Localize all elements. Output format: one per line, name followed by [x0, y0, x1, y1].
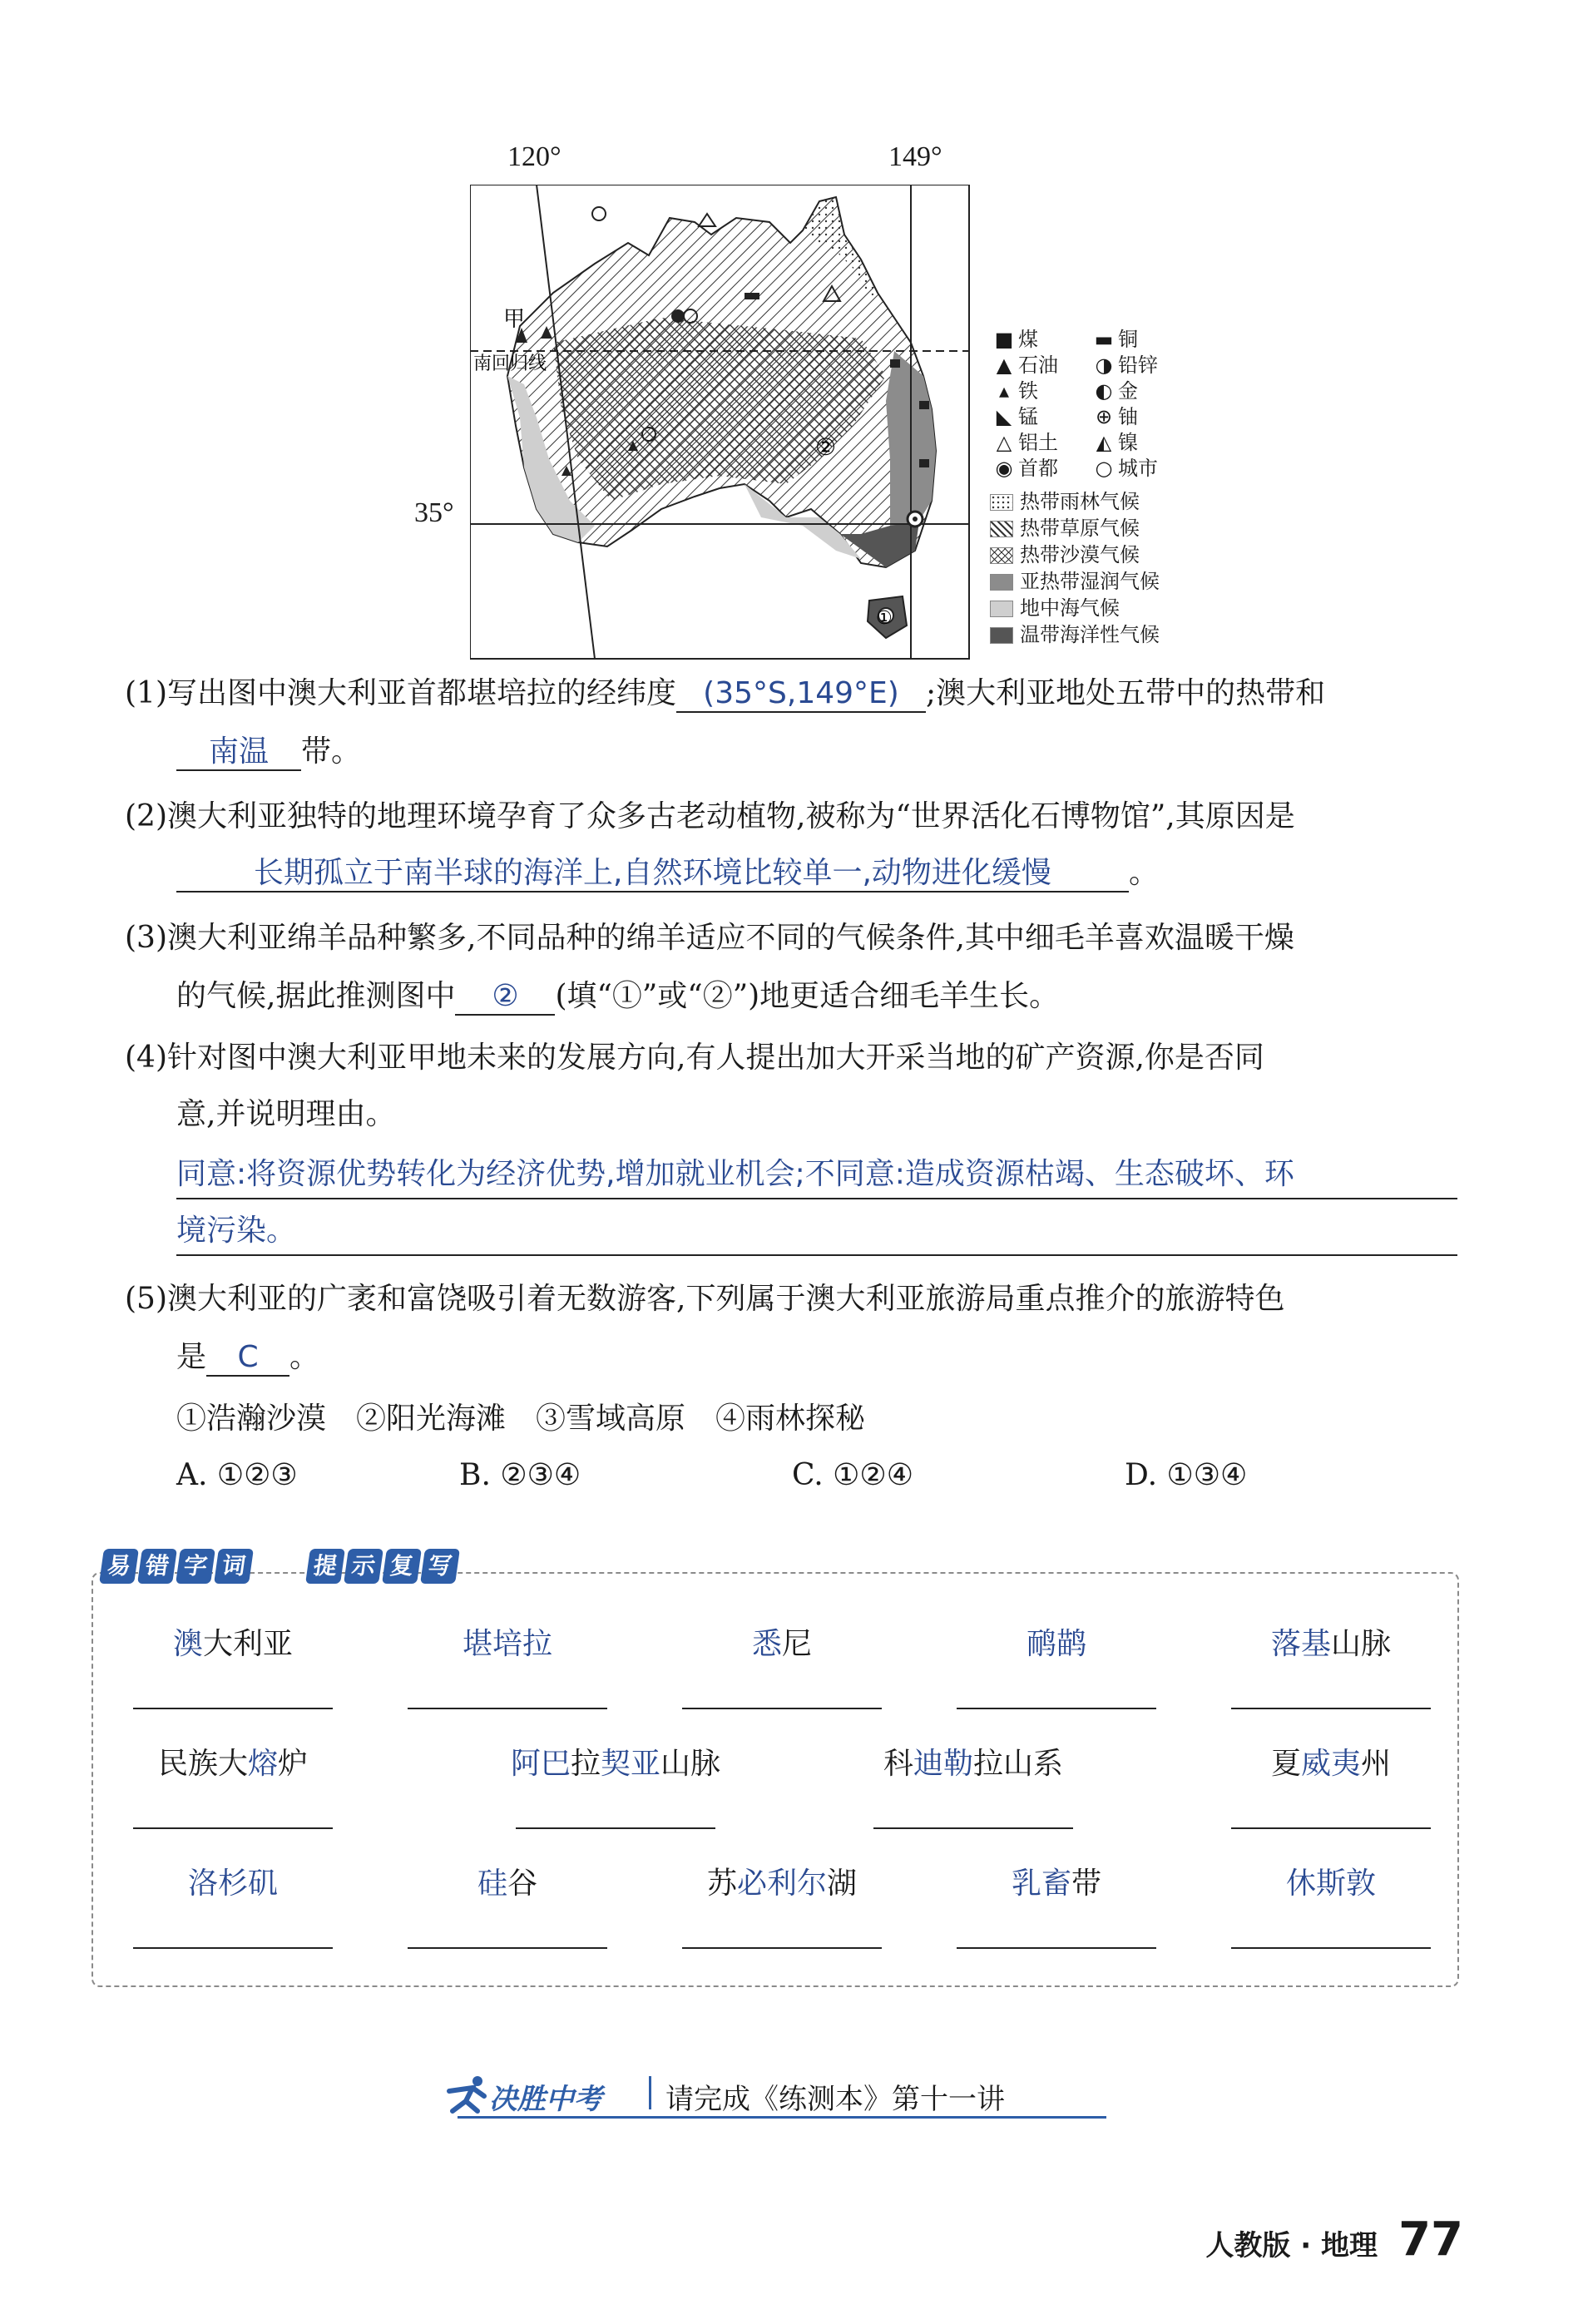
word-highlight: 悉 [751, 1627, 782, 1661]
tag-char: 复 [382, 1549, 422, 1584]
word-highlight: 鸸鹋 [1026, 1627, 1086, 1661]
q1-answer-coords: (35°S,149°E) [703, 676, 899, 710]
q5-answer-blank [206, 1339, 289, 1377]
question-1 [125, 675, 1325, 713]
q2-text: (2)澳大利亚独特的地理环境孕育了众多古老动植物,被称为“世界活化石博物馆”,其原因是 [125, 799, 1295, 833]
question-4 [125, 1040, 1264, 1075]
error-prone-words-tag [101, 1549, 251, 1585]
legend-label: 锰 [1018, 405, 1038, 428]
q1-answer-zone: 南温 [208, 734, 269, 769]
longitude-120-label: 120° [507, 141, 561, 172]
q1-text: (1)写出图中澳大利亚首都堪培拉的经纬度 [125, 676, 676, 710]
q1-answer-blank [676, 675, 926, 713]
question-3-cont [176, 978, 1059, 1016]
legend-label: 铜 [1118, 328, 1138, 351]
legend-label: 铝土 [1018, 431, 1058, 454]
word-writing-line [133, 1708, 333, 1709]
legend-symbol-icon: ⊕ [1095, 405, 1113, 428]
legend-symbol-icon: ▲ [996, 354, 1012, 377]
legend-label: 铀 [1118, 405, 1138, 428]
word-highlight: 乳畜 [1011, 1867, 1071, 1901]
legend-label: 石油 [1018, 354, 1058, 377]
climate-swatch [990, 627, 1013, 644]
q4-text: (4)针对图中澳大利亚甲地未来的发展方向,有人提出加大开采当地的矿产资源,你是否同 [125, 1041, 1264, 1075]
word-writing-line [1231, 1947, 1431, 1949]
q4-answer-line2 [176, 1213, 296, 1249]
page-number: 77 [1398, 2213, 1463, 2267]
latitude-35-label: 35° [414, 497, 454, 528]
q4-answer-rule1 [176, 1198, 1457, 1199]
map-legend [990, 323, 1248, 665]
q4-text2: 意,并说明理由。 [176, 1097, 396, 1131]
word-highlight: 堪培拉 [462, 1627, 552, 1661]
place-2-label: ② [815, 433, 837, 461]
word-highlight: 休斯敦 [1285, 1867, 1376, 1901]
legend-label: 煤 [1018, 328, 1038, 351]
tag-char: 示 [344, 1549, 383, 1584]
q4-answer-rule2 [176, 1254, 1457, 1256]
word-writing-line [957, 1947, 1156, 1949]
climate-label: 地中海气候 [1020, 596, 1120, 620]
q2-answer-blank [176, 855, 1129, 893]
climate-legend-item [990, 591, 1120, 621]
tag-char: 词 [214, 1549, 254, 1584]
q2-text-end: 。 [1129, 856, 1160, 890]
legend-label: 金 [1118, 379, 1138, 403]
option-d [1125, 1457, 1247, 1493]
question-2 [125, 799, 1295, 834]
australia-map [470, 185, 977, 665]
legend-item [1090, 349, 1158, 378]
legend-item [1090, 323, 1138, 352]
legend-item [990, 426, 1058, 455]
q3-text-end: (填“①”或“②”)地更适合细毛羊生长。 [555, 979, 1060, 1013]
word-text: 夏 [1270, 1747, 1301, 1781]
legend-label: 城市 [1118, 457, 1158, 480]
word-text: 州 [1361, 1747, 1392, 1781]
place-jia-label: 甲 [503, 307, 526, 332]
question-5-cont [176, 1339, 319, 1377]
q3-answer: ② [492, 979, 519, 1013]
banner-text: 请完成《练测本》第十一讲 [665, 2083, 1005, 2116]
word-item [807, 1740, 1140, 1783]
q3-answer-blank [455, 978, 555, 1016]
option-a-text: A. ①②③ [176, 1458, 298, 1492]
climate-legend-item [990, 565, 1160, 594]
q5-text-pre: 是 [176, 1340, 207, 1374]
word-highlight: 硅 [477, 1867, 507, 1901]
word-text: 民族大 [157, 1747, 248, 1781]
legend-item [990, 374, 1038, 403]
q5-items [176, 1401, 865, 1436]
q5-answer: C [237, 1340, 259, 1374]
word-text: 带 [1071, 1867, 1102, 1901]
word-highlight: 阿巴 [510, 1747, 571, 1781]
legend-symbol-icon: ▴ [998, 379, 1010, 403]
word-highlight: 威夷 [1300, 1747, 1361, 1781]
word-writing-line [873, 1827, 1073, 1829]
banner-underline [458, 2116, 1106, 2119]
footer-banner [441, 2071, 1106, 2121]
word-highlight: 迪勒 [913, 1747, 973, 1781]
q4-answer-2: 境污染。 [176, 1214, 297, 1248]
place-1-label: ① [876, 608, 893, 629]
legend-item [1090, 426, 1138, 455]
word-item [1165, 1620, 1497, 1663]
word-writing-line [408, 1708, 607, 1709]
question-4-cont [176, 1096, 395, 1132]
australia-map-figure [416, 141, 1248, 665]
word-text: 谷 [507, 1867, 538, 1901]
option-b-text: B. ②③④ [459, 1458, 581, 1492]
option-a [176, 1457, 298, 1493]
tag-char: 易 [99, 1549, 139, 1584]
option-b [459, 1457, 581, 1493]
legend-symbol-icon: ◉ [995, 457, 1013, 480]
q5-text-end: 。 [289, 1340, 320, 1374]
word-item [67, 1740, 399, 1783]
option-c [792, 1457, 913, 1493]
edition-label: 人教版 · 地理 [1205, 2229, 1378, 2262]
question-2-cont [176, 855, 1159, 893]
word-writing-line [682, 1708, 882, 1709]
word-writing-line [408, 1947, 607, 1949]
climate-swatch [990, 547, 1013, 564]
word-text: 苏 [706, 1867, 737, 1901]
legend-label: 铁 [1018, 379, 1038, 403]
tag-char: 写 [420, 1549, 460, 1584]
word-item [449, 1740, 782, 1783]
legend-symbol-icon: ◐ [1095, 379, 1113, 403]
legend-label: 铅锌 [1118, 354, 1158, 377]
legend-symbol-icon: △ [996, 431, 1012, 454]
legend-label: 镍 [1118, 431, 1138, 454]
climate-legend-item [990, 512, 1140, 541]
q3-text-pre: 的气候,据此推测图中 [176, 979, 456, 1013]
word-text: 湖 [827, 1867, 858, 1901]
longitude-149-label: 149° [888, 141, 942, 172]
tropic-label: 南回归线 [473, 354, 547, 374]
climate-swatch [990, 494, 1013, 511]
q1-text-mid: ;澳大利亚地处五带中的热带和 [926, 676, 1326, 710]
q3-text: (3)澳大利亚绵羊品种繁多,不同品种的绵羊适应不同的气候条件,其中细毛羊喜欢温暖干燥 [125, 921, 1294, 955]
page-footer [1205, 2213, 1463, 2267]
legend-item [1090, 452, 1158, 481]
word-writing-line [682, 1947, 882, 1949]
option-c-text: C. ①②④ [792, 1458, 913, 1492]
q4-answer-1: 同意:将资源优势转化为经济优势,增加就业机会;不同意:造成资源枯竭、生态破坏、环 [176, 1157, 1294, 1191]
legend-item [1090, 374, 1138, 403]
legend-symbol-icon: ○ [1095, 457, 1113, 480]
option-d-text: D. ①③④ [1125, 1458, 1248, 1492]
climate-label: 温带海洋性气候 [1020, 623, 1160, 646]
q2-answer: 长期孤立于南半球的海洋上,自然环境比较单一,动物进化缓慢 [254, 856, 1051, 890]
word-item [1165, 1860, 1497, 1902]
word-writing-line [133, 1827, 333, 1829]
word-writing-line [1231, 1708, 1431, 1709]
climate-swatch [990, 574, 1013, 591]
q5-items-text: ①浩瀚沙漠 ②阳光海滩 ③雪域高原 ④雨林探秘 [176, 1402, 866, 1436]
word-item [1165, 1740, 1497, 1783]
legend-symbol-icon: ▬ [1094, 328, 1114, 351]
word-text: 山脉 [660, 1747, 721, 1781]
review-hint-tag [308, 1549, 458, 1585]
climate-swatch [990, 521, 1013, 537]
q1-answer2-blank [176, 734, 301, 771]
legend-symbol-icon: ◣ [996, 405, 1012, 428]
word-text: 山脉 [1331, 1627, 1392, 1661]
word-writing-line [957, 1708, 1156, 1709]
legend-item [990, 400, 1038, 429]
climate-swatch [990, 601, 1013, 617]
question-3 [125, 920, 1294, 956]
word-text: 炉 [278, 1747, 309, 1781]
word-text: 大利亚 [203, 1627, 294, 1661]
climate-legend-item [990, 538, 1140, 567]
word-writing-line [1231, 1827, 1431, 1829]
banner-divider [649, 2076, 651, 2109]
word-highlight: 契亚 [601, 1747, 661, 1781]
banner-logo: 决胜中考 [489, 2083, 602, 2116]
legend-item [990, 452, 1058, 481]
word-text: 拉山系 [973, 1747, 1064, 1781]
q1-text-end: 带。 [301, 734, 362, 769]
q5-text: (5)澳大利亚的广袤和富饶吸引着无数游客,下列属于澳大利亚旅游局重点推介的旅游特色 [125, 1282, 1285, 1316]
word-writing-line [133, 1947, 333, 1949]
tag-char: 字 [176, 1549, 215, 1584]
word-text: 科 [883, 1747, 913, 1781]
climate-legend-item [990, 485, 1140, 514]
word-text: 尼 [782, 1627, 813, 1661]
climate-legend-item [990, 618, 1160, 647]
word-highlight: 落基 [1270, 1627, 1331, 1661]
legend-item [990, 323, 1038, 352]
word-text: 拉 [570, 1747, 601, 1781]
climate-label: 热带沙漠气候 [1020, 543, 1140, 566]
climate-label: 热带草原气候 [1020, 517, 1140, 540]
legend-item [990, 349, 1058, 378]
climate-label: 热带雨林气候 [1020, 490, 1140, 513]
legend-label: 首都 [1018, 457, 1058, 480]
word-highlight: 澳 [172, 1627, 203, 1661]
legend-symbol-icon: ◑ [1095, 354, 1113, 377]
word-highlight: 熔 [247, 1747, 278, 1781]
q4-answer-line1 [176, 1156, 1294, 1192]
question-1-cont [176, 734, 361, 771]
question-5 [125, 1281, 1284, 1317]
runner-icon [441, 2074, 491, 2116]
word-writing-line [516, 1827, 715, 1829]
legend-symbol-icon: ■ [994, 328, 1014, 351]
word-highlight: 必利尔 [736, 1867, 827, 1901]
legend-item [1090, 400, 1138, 429]
climate-label: 亚热带湿润气候 [1020, 570, 1160, 593]
legend-symbol-icon: ◭ [1096, 431, 1112, 454]
tag-char: 错 [137, 1549, 177, 1584]
tag-char: 提 [305, 1549, 345, 1584]
word-highlight: 洛杉矶 [187, 1867, 278, 1901]
